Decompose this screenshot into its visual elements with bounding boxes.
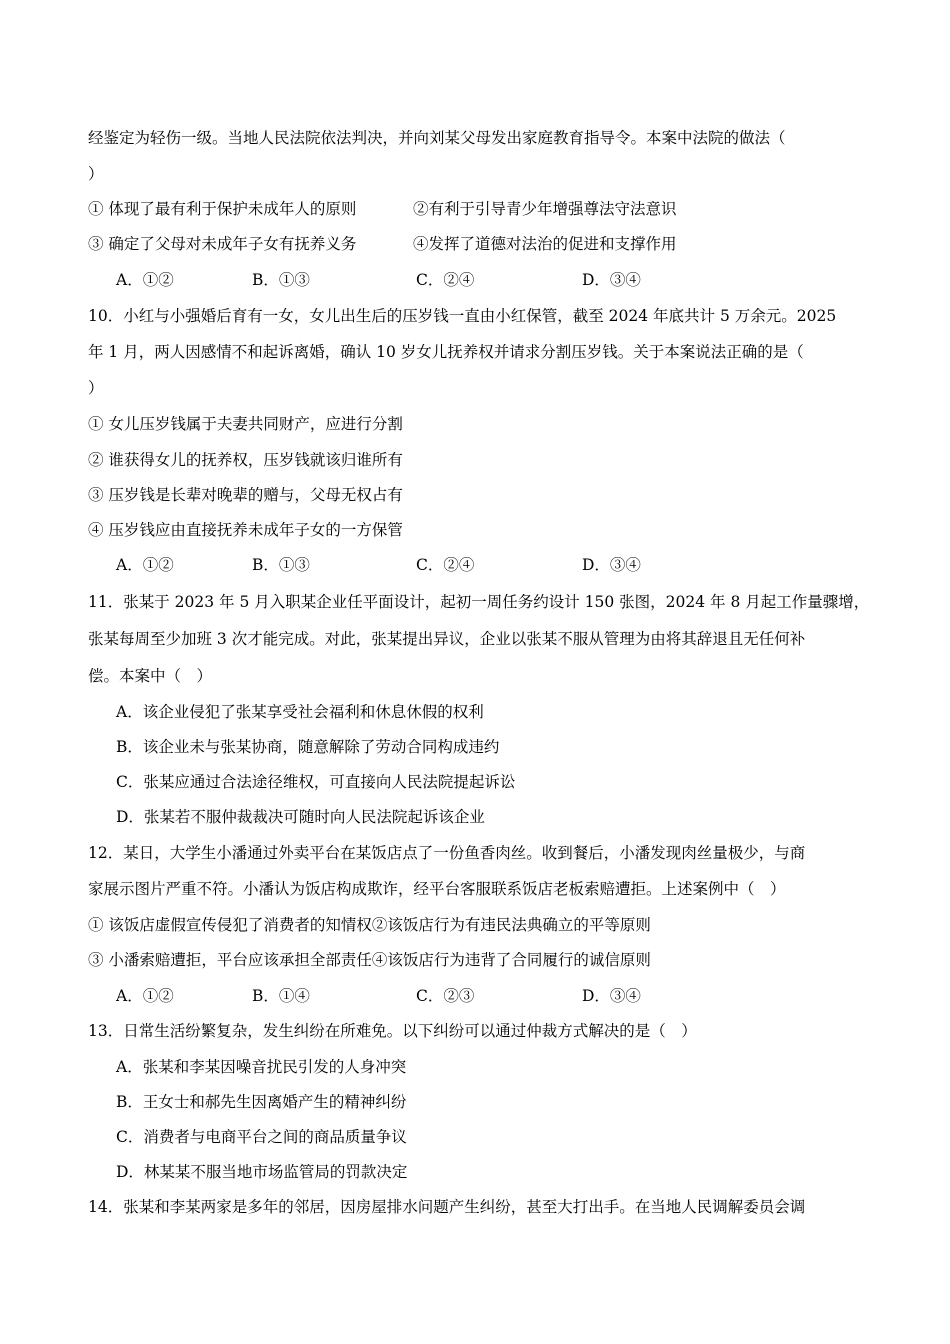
q11-option-d[interactable]: D．张某若不服仲裁裁决可随时向人民法院起诉该企业 — [116, 808, 485, 826]
q12-option-c[interactable]: C．②③ — [416, 987, 475, 1005]
q13-option-c[interactable]: C．消费者与电商平台之间的商品质量争议 — [116, 1128, 407, 1146]
q13-option-d[interactable]: D．林某某不服当地市场监管局的罚款决定 — [116, 1163, 408, 1181]
q9-statement-4: ④发挥了道德对法治的促进和支撑作用 — [413, 235, 677, 253]
q9-statement-1: ① 体现了最有利于保护未成年人的原则 — [88, 200, 357, 218]
q9-option-c[interactable]: C．②④ — [416, 271, 475, 289]
q12-option-b[interactable]: B．①④ — [252, 987, 310, 1005]
q12-option-d[interactable]: D．③④ — [582, 987, 641, 1005]
q9-option-a[interactable]: A．①② — [116, 271, 174, 289]
q10-stem-line1: 10．小红与小强婚后育有一女，女儿出生后的压岁钱一直由小红保管，截至 2024 年底共计 5 万余元。2025 — [88, 307, 837, 325]
q11-stem-line3: 偿。本案中（ ） — [88, 667, 213, 685]
q10-statement-4: ④ 压岁钱应由直接抚养未成年子女的一方保管 — [88, 521, 403, 539]
q10-stem-line3: ） — [88, 379, 104, 397]
q13-option-a[interactable]: A．张某和李某因噪音扰民引发的人身冲突 — [116, 1058, 407, 1076]
q12-statements-row1: ① 该饭店虚假宣传侵犯了消费者的知情权②该饭店行为有违民法典确立的平等原则 — [88, 916, 651, 934]
q12-option-a[interactable]: A．①② — [116, 987, 174, 1005]
q11-option-c[interactable]: C．张某应通过合法途径维权，可直接向人民法院提起诉讼 — [116, 773, 516, 791]
q11-stem-line2: 张某每周至少加班 3 次才能完成。对此，张某提出异议，企业以张某不服从管理为由将其辞退且无任何补 — [88, 630, 806, 648]
q13-option-b[interactable]: B．王女士和郝先生因离婚产生的精神纠纷 — [116, 1093, 407, 1111]
q9-stem-line2: ） — [88, 165, 104, 183]
q10-statement-3: ③ 压岁钱是长辈对晚辈的赠与，父母无权占有 — [88, 486, 403, 504]
q13-stem-line1: 13．日常生活纷繁复杂，发生纠纷在所难免。以下纠纷可以通过仲裁方式解决的是（ ） — [88, 1022, 697, 1040]
q12-stem-line1: 12．某日，大学生小潘通过外卖平台在某饭店点了一份鱼香肉丝。收到餐后，小潘发现肉丝量极少，与商 — [88, 844, 806, 862]
q12-stem-line2: 家展示图片严重不符。小潘认为饭店构成欺诈，经平台客服联系饭店老板索赔遭拒。上述案例中（ ） — [88, 880, 786, 898]
q9-statement-2: ②有利于引导青少年增强尊法守法意识 — [413, 200, 677, 218]
q9-statement-3: ③ 确定了父母对未成年子女有抚养义务 — [88, 235, 357, 253]
q9-option-b[interactable]: B．①③ — [252, 271, 310, 289]
q10-option-d[interactable]: D．③④ — [582, 556, 641, 574]
q11-option-b[interactable]: B．该企业未与张某协商，随意解除了劳动合同构成违约 — [116, 738, 500, 756]
q14-stem-line1: 14．张某和李某两家是多年的邻居，因房屋排水问题产生纠纷，甚至大打出手。在当地人民调解委员会调 — [88, 1198, 806, 1216]
q10-statement-2: ② 谁获得女儿的抚养权，压岁钱就该归谁所有 — [88, 451, 403, 469]
q10-statement-1: ① 女儿压岁钱属于夫妻共同财产，应进行分割 — [88, 415, 403, 433]
q10-stem-line2: 年 1 月，两人因感情不和起诉离婚，确认 10 岁女儿抚养权并请求分割压岁钱。关于本案说法正确的是（ — [88, 343, 804, 361]
q10-option-b[interactable]: B．①③ — [252, 556, 310, 574]
q10-option-a[interactable]: A．①② — [116, 556, 174, 574]
q12-statements-row2: ③ 小潘索赔遭拒，平台应该承担全部责任④该饭店行为违背了合同履行的诚信原则 — [88, 951, 651, 969]
q10-option-c[interactable]: C．②④ — [416, 556, 475, 574]
q9-stem-line1: 经鉴定为轻伤一级。当地人民法院依法判决，并向刘某父母发出家庭教育指导令。本案中法院的做法（ — [88, 129, 786, 147]
q11-option-a[interactable]: A．该企业侵犯了张某享受社会福利和休息休假的权利 — [116, 703, 484, 721]
q11-stem-line1: 11．张某于 2023 年 5 月入职某企业任平面设计，起初一周任务约设计 150 张图，2024 年 8 月起工作量骤增， — [88, 593, 870, 611]
q9-option-d[interactable]: D．③④ — [582, 271, 641, 289]
